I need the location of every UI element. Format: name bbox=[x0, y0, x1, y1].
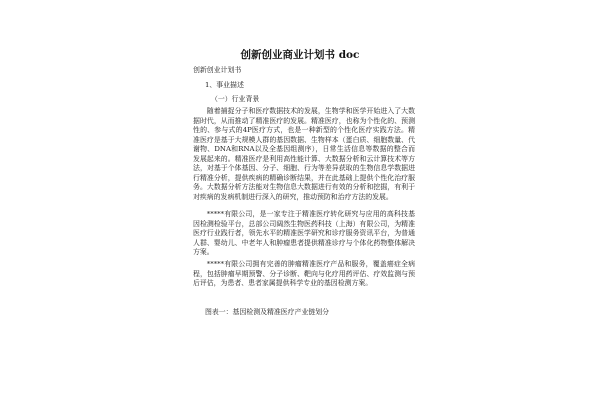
subsection-heading: （一）行业背景 bbox=[211, 95, 260, 103]
section-heading: 1、事业描述 bbox=[205, 81, 244, 89]
paragraph-company-intro: *****有限公司，是一家专注于精准医疗转化研究与应用的高科技基因检测检验平台，总部公司阔然生物医药科技（上海）有限公司，为精准医疗行业践行者，领先水平的精准医学研究和诊疗服务资讯平台，为普通人群、婴幼儿、中老年人和肿瘤患者提供精准诊疗与个体化药物整体解决方案。 bbox=[193, 210, 415, 257]
document-title: 创新创业商业计划书 doc bbox=[240, 49, 360, 61]
figure-caption: 图表一：基因检测及精准医疗产业链划分 bbox=[205, 308, 330, 316]
document-subtitle: 创新创业计划书 bbox=[193, 66, 242, 74]
paragraph-company-services: *****有限公司拥有完善的肿瘤精准医疗产品和服务，覆盖癌症全病程，包括肿瘤早期预警、分子诊断、靶向与化疗用药评估、疗效监测与预后评估，为患者、患者家属提供科学专业的基因检测方案。 bbox=[193, 260, 415, 288]
paragraph-industry-background: 随着捕捉分子和医疗数据技术的发展，生物学和医学开始进入了大数据时代，从而推动了精准医疗的发展。精准医疗，也称为个性化的、预测性的、参与式的4P医疗方式，也是一种新型的个性化医疗实践方法。精准医疗是基于大规模人群的基因数据、生物样本（蛋白质、细胞数量、代谢物、DNA和RNA以及全基因组测序），日常生活信息等数据的整合而发展起来的。精准医疗是利用高性能计算、大数据分析和云计算技术等方法，对基于个体基因、分子、细胞、行为等差异获取的生物信息学数据进行精准分析，提供疾病的精确诊断结果，并在此基础上提供个性化治疗服务。大数据分析方法能对生物信息大数据进行有效的分析和挖掘，有利于对疾病的发病机制进行深入的研究，推动预防和治疗方法的发展。 bbox=[193, 107, 415, 201]
